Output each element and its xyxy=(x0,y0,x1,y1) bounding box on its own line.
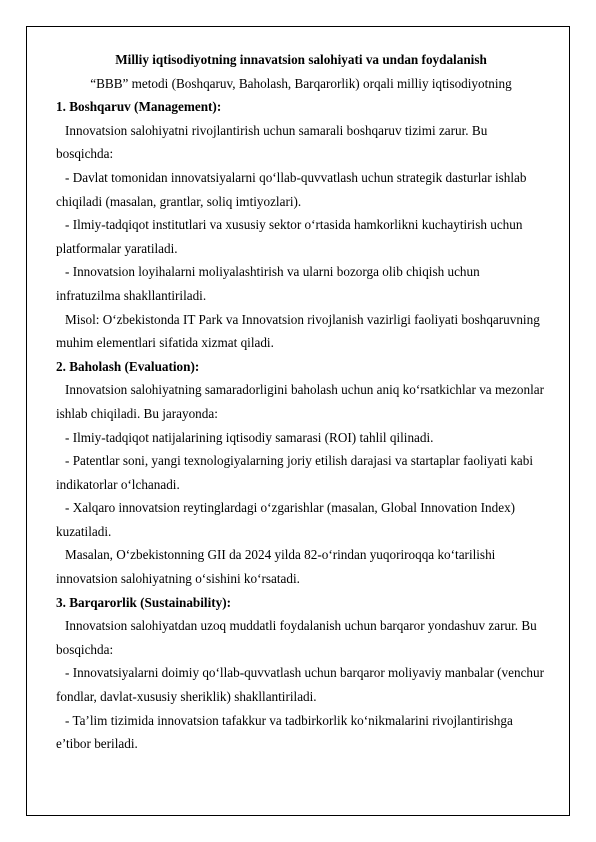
list-item: - Davlat tomonidan innovatsiyalarni qo‘llab-quvvatlash uchun strategik dasturlar ishlab chiqiladi (masalan, grantlar, soliq imtiyozlari). xyxy=(56,169,527,209)
list-item: - Ilmiy-tadqiqot natijalarining iqtisodiy samarasi (ROI) tahlil qilinadi. xyxy=(65,429,434,445)
document-subtitle: “BBB” metodi (Boshqaruv, Baholash, Barqarorlik) orqali milliy iqtisodiyotning xyxy=(90,75,512,91)
paragraph: Misol: O‘zbekistonda IT Park va Innovatsion rivojlanish vazirligi faoliyati boshqaruvning muhim elementlari sifatida xizmat qiladi. xyxy=(56,311,540,351)
section-heading: 2. Baholash (Evaluation): xyxy=(56,358,200,374)
document-body xyxy=(56,48,546,756)
list-item: - Ilmiy-tadqiqot institutlari va xususiy sektor o‘rtasida hamkorlikni kuchaytirish uchun platformalar yaratiladi. xyxy=(56,217,523,256)
section-heading: 1. Boshqaruv (Management): xyxy=(56,99,222,115)
paragraph: Innovatsion salohiyatdan uzoq muddatli foydalanish uchun barqaror yondashuv zarur. Bu bosqichda: xyxy=(56,618,537,657)
section-heading: 3. Barqarorlik (Sustainability): xyxy=(56,594,232,610)
paragraph: Innovatsion salohiyatning samaradorligini baholash uchun aniq ko‘rsatkichlar va mezonlar ishlab chiqiladi. Bu jarayonda: xyxy=(56,382,545,421)
section-evaluation xyxy=(56,355,546,591)
section-management xyxy=(56,95,546,355)
section-sustainability xyxy=(56,591,546,756)
list-item: - Ta’lim tizimida innovatsion tafakkur va tadbirkorlik ko‘nikmalarini rivojlantirishga e’tibor beriladi. xyxy=(56,712,513,752)
list-item: - Xalqaro innovatsion reytinglardagi o‘zgarishlar (masalan, Global Innovation Index) kuzatiladi. xyxy=(56,500,516,539)
paragraph: Masalan, O‘zbekistonning GII da 2024 yilda 82-o‘rindan yuqoriroqqa ko‘tarilishi innovatsion salohiyatning o‘sishini ko‘rsatadi. xyxy=(56,547,496,587)
document-title: Milliy iqtisodiyotning innavatsion salohiyati va undan foydalanish xyxy=(115,52,487,67)
list-item: - Patentlar soni, yangi texnologiyalarning joriy etilish darajasi va startaplar faoliyati kabi indikatorlar o‘lchanadi. xyxy=(56,453,534,492)
list-item: - Innovatsion loyihalarni moliyalashtirish va ularni bozorga olib chiqish uchun infratuzilma shakllantiriladi. xyxy=(56,264,480,303)
paragraph: Innovatsion salohiyatni rivojlantirish uchun samarali boshqaruv tizimi zarur. Bu bosqichda: xyxy=(56,122,488,162)
list-item: - Innovatsiyalarni doimiy qo‘llab-quvvatlash uchun barqaror moliyaviy manbalar (venchur fondlar, davlat-xususiy sheriklik) shakllantiriladi. xyxy=(56,665,544,705)
